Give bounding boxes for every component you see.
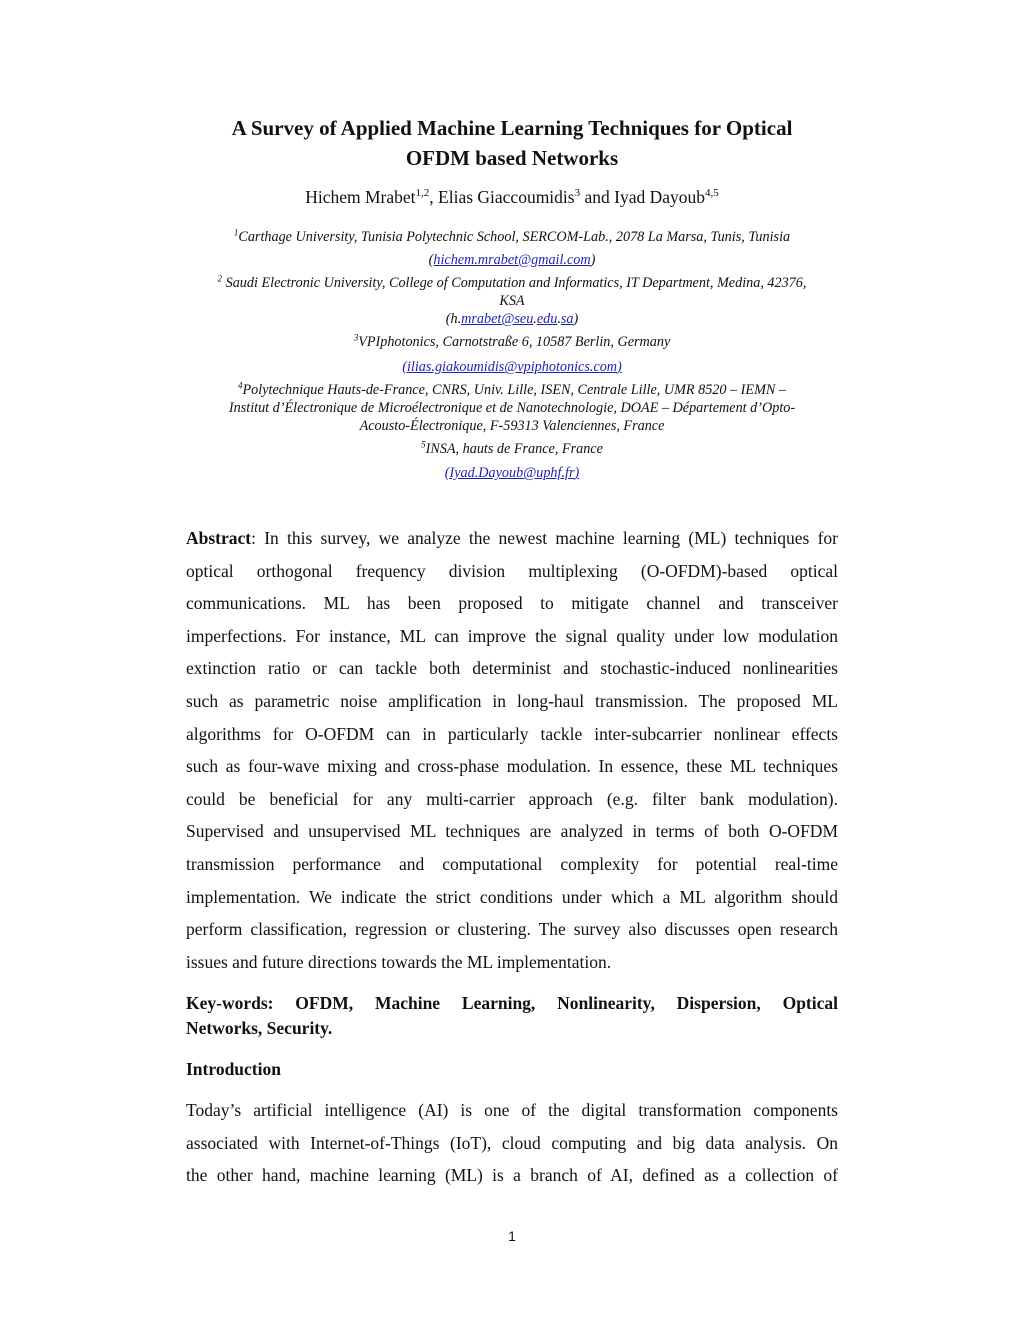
affiliation-mark: 2	[217, 273, 223, 284]
affiliation-text: Carthage University, Tunisia Polytechnic School, SERCOM-Lab., 2078 La Marsa, Tunis, Tunisia	[238, 229, 791, 245]
affiliation-1-email: (hichem.mrabet@gmail.com)	[428, 252, 596, 268]
affiliation-text: VPIphotonics, Carnotstraße 6, 10587 Berlin, Germany	[358, 334, 671, 350]
abstract-line: implementation. We indicate the strict conditions under which a ML algorithm should	[186, 886, 838, 907]
author-name: Hichem Mrabet	[305, 187, 416, 207]
affiliation-text-cont: KSA	[499, 293, 525, 309]
title-line-2: OFDM based Networks	[405, 146, 619, 170]
abstract-line: issues and future directions towards the ML implementation.	[186, 951, 612, 972]
affiliation-4	[130, 381, 894, 435]
author-affiliation-mark: 1,2	[415, 187, 430, 200]
affiliation-mark: 5	[421, 439, 426, 450]
affiliation-5-email: (Iyad.Dayoub@uphf.fr)	[444, 465, 580, 481]
email-link[interactable]: (h.mrabet@seu.edu.sa)	[445, 311, 579, 327]
affiliation-text: INSA, hauts de France, France	[425, 441, 603, 457]
affiliation-mark: 1	[233, 227, 239, 238]
email-link[interactable]: Iyad.Dayoub@uphf.fr	[449, 465, 575, 481]
section-heading-introduction: Introduction	[186, 1059, 281, 1079]
author-separator: and	[580, 187, 615, 207]
email-link[interactable]: ilias.giakoumidis@vpiphotonics.com	[406, 359, 618, 375]
keywords-line: Networks, Security.	[186, 1018, 333, 1038]
abstract-line: imperfections. For instance, ML can improve the signal quality under low modulation	[186, 625, 838, 646]
author-affiliation-mark: 3	[574, 187, 581, 200]
affiliation-mark: 4	[238, 380, 243, 391]
affiliation-3	[130, 333, 894, 351]
affiliation-2	[130, 274, 894, 328]
abstract-line: transmission performance and computational complexity for potential real-time	[186, 853, 838, 874]
abstract-line: such as parametric noise amplification in long-haul transmission. The proposed ML	[186, 690, 838, 711]
affiliation-text: Polytechnique Hauts-de-France, CNRS, Univ. Lille, ISEN, Centrale Lille, UMR 8520 – IEMN –	[242, 382, 786, 398]
abstract-line: extinction ratio or can tackle both determinist and stochastic-induced nonlinearities	[186, 658, 838, 679]
abstract-line: perform classification, regression or clustering. The survey also discusses open research	[186, 919, 838, 940]
abstract-line: communications. ML has been proposed to mitigate channel and transceiver	[186, 593, 838, 614]
abstract-line: could be beneficial for any multi-carrier approach (e.g. filter bank modulation).	[186, 788, 838, 809]
affiliation-text: Saudi Electronic University, College of Computation and Informatics, IT Department, Medina, 42376,	[225, 275, 807, 291]
abstract-line: Supervised and unsupervised ML techniques are analyzed in terms of both O-OFDM	[186, 821, 838, 842]
paper-title	[120, 113, 904, 173]
abstract-line: such as four-wave mixing and cross-phase modulation. In essence, these ML techniques	[186, 756, 838, 777]
affiliation-3-email: (ilias.giakoumidis@vpiphotonics.com)	[402, 359, 622, 375]
abstract-line: optical orthogonal frequency division multiplexing (O-OFDM)-based optical	[186, 560, 838, 581]
affiliation-5	[130, 440, 894, 458]
abstract-line: : In this survey, we analyze the newest machine learning (ML) techniques for	[251, 528, 838, 548]
affiliation-text-cont: Acousto-Électronique, F-59313 Valenciennes, France	[359, 418, 665, 434]
body-line: the other hand, machine learning (ML) is a branch of AI, defined as a collection of	[186, 1165, 838, 1186]
author-name: Elias Giaccoumidis	[438, 187, 575, 207]
author-separator: ,	[429, 187, 439, 207]
abstract-label: Abstract	[186, 528, 252, 548]
abstract-line: algorithms for O-OFDM can in particularly tackle inter-subcarrier nonlinear effects	[186, 723, 838, 744]
author-name: Iyad Dayoub	[614, 187, 706, 207]
keywords-line: Key-words: OFDM, Machine Learning, Nonlinearity, Dispersion, Optical	[186, 993, 838, 1013]
keywords	[186, 991, 838, 1041]
body-line: Today’s artificial intelligence (AI) is one of the digital transformation components	[186, 1100, 838, 1120]
body-line: associated with Internet-of-Things (IoT), cloud computing and big data analysis. On	[186, 1132, 838, 1153]
affiliation-mark: 3	[353, 332, 359, 343]
author-list	[120, 186, 904, 208]
introduction-body	[186, 1094, 838, 1192]
email-link[interactable]: hichem.mrabet@gmail.com	[433, 252, 591, 268]
page-number: 1	[508, 1228, 516, 1244]
abstract	[186, 522, 838, 978]
title-line-1: A Survey of Applied Machine Learning Techniques for Optical	[231, 116, 793, 140]
author-affiliation-mark: 4,5	[705, 187, 719, 200]
affiliation-text-cont: Institut d’Électronique de Microélectronique et de Nanotechnologie, DOAE – Département d’Opto-	[228, 400, 796, 416]
affiliation-1	[130, 228, 894, 246]
